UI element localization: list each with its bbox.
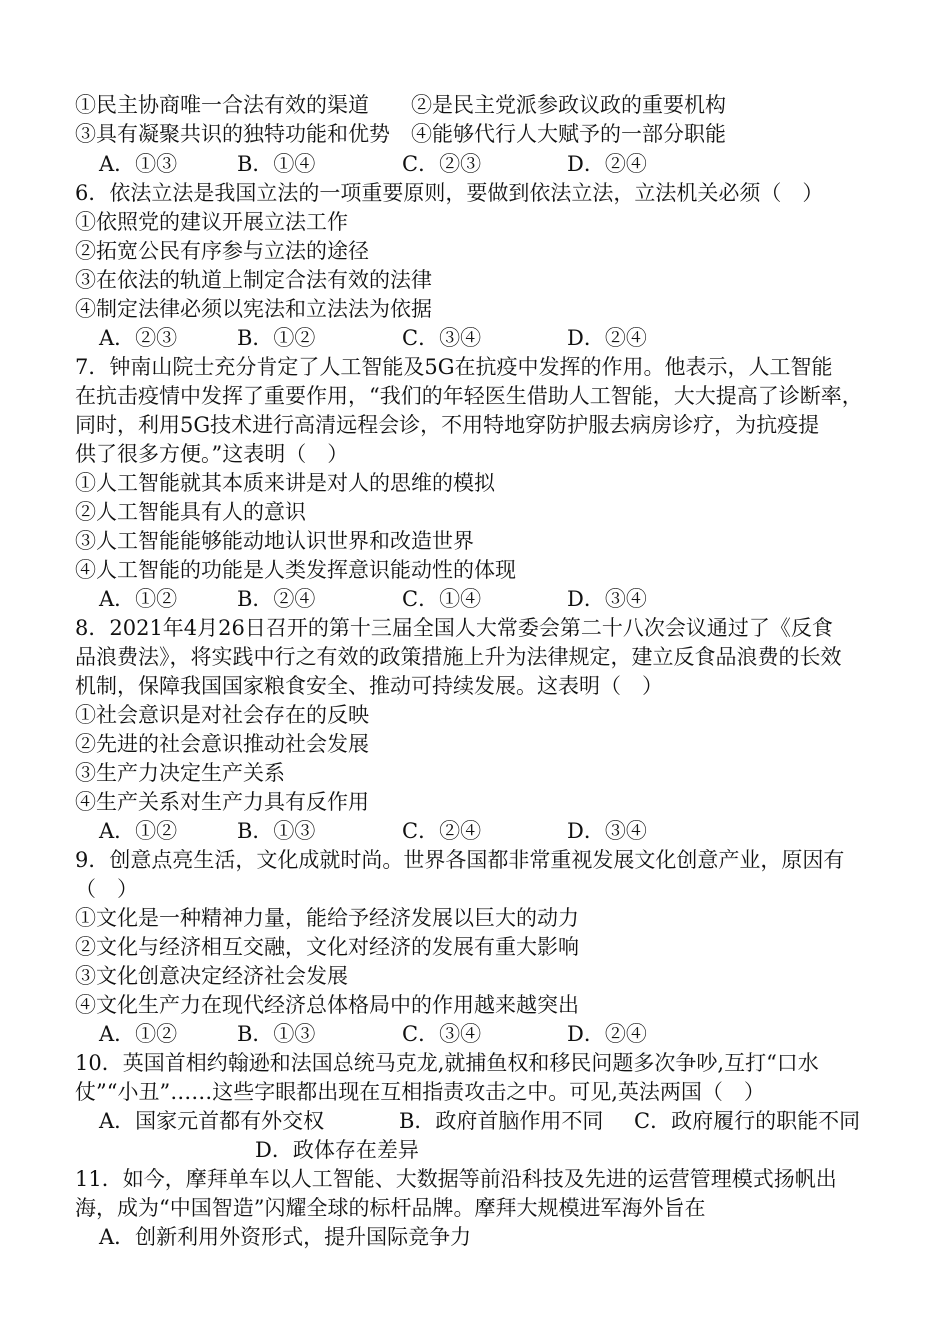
q7-option-d[interactable]: D．③④ bbox=[567, 587, 647, 611]
q8-item-2: ②先进的社会意识推动社会发展 bbox=[75, 732, 369, 756]
q7-item-4: ④人工智能的功能是人类发挥意识能动性的体现 bbox=[75, 558, 516, 582]
q7-option-c[interactable]: C．①④ bbox=[402, 587, 482, 611]
q7-options bbox=[99, 585, 899, 614]
q6-options bbox=[99, 324, 899, 353]
q11-options bbox=[99, 1223, 899, 1252]
q9-item-1: ①文化是一种精神力量，能给予经济发展以巨大的动力 bbox=[75, 906, 579, 930]
q5-option-b[interactable]: B．①④ bbox=[237, 152, 316, 176]
q7-item-2: ②人工智能具有人的意识 bbox=[75, 500, 306, 524]
q8-option-c[interactable]: C．②④ bbox=[402, 819, 482, 843]
q7-stem-line-4: 供了很多方便。”这表明（ ） bbox=[75, 442, 349, 466]
q8-item-4: ④生产关系对生产力具有反作用 bbox=[75, 790, 369, 814]
q9-stem-line-2: （ ） bbox=[75, 877, 138, 901]
q10-stem-line-1: 10．英国首相约翰逊和法国总统马克龙,就捕鱼权和移民问题多次争吵,互打“口水 bbox=[75, 1051, 819, 1075]
q8-stem-line-2: 品浪费法》，将实践中行之有效的政策措施上升为法律规定，建立反食品浪费的长效 bbox=[75, 645, 842, 669]
q10-option-a[interactable]: A．国家元首都有外交权 bbox=[99, 1109, 325, 1133]
q6-item-3: ③在依法的轨道上制定合法有效的法律 bbox=[75, 268, 432, 292]
q10-option-c[interactable]: C．政府履行的职能不同 bbox=[634, 1109, 861, 1133]
q7-option-b[interactable]: B．②④ bbox=[237, 587, 316, 611]
q9-stem-line-1: 9．创意点亮生活，文化成就时尚。世界各国都非常重视发展文化创意产业，原因有 bbox=[75, 848, 845, 872]
q5-item-line-1: ①民主协商唯一合法有效的渠道 ②是民主党派参政议政的重要机构 bbox=[75, 93, 726, 117]
q10-options-row-1 bbox=[99, 1107, 899, 1136]
q9-option-d[interactable]: D．②④ bbox=[567, 1022, 647, 1046]
q6-option-a[interactable]: A．②③ bbox=[99, 326, 178, 350]
q6-option-d[interactable]: D．②④ bbox=[567, 326, 647, 350]
q7-option-a[interactable]: A．①② bbox=[99, 587, 178, 611]
q6-item-2: ②拓宽公民有序参与立法的途径 bbox=[75, 239, 369, 263]
q10-option-d[interactable]: D．政体存在差异 bbox=[255, 1138, 419, 1162]
q11-stem-line-1: 11．如今，摩拜单车以人工智能、大数据等前沿科技及先进的运营管理模式扬帆出 bbox=[75, 1167, 837, 1191]
q10-option-b[interactable]: B．政府首脑作用不同 bbox=[399, 1109, 604, 1133]
q7-stem-line-3: 同时，利用5G技术进行高清远程会诊，不用特地穿防护服去病房诊疗，为抗疫提 bbox=[75, 413, 820, 437]
q6-item-1: ①依照党的建议开展立法工作 bbox=[75, 210, 348, 234]
q5-option-d[interactable]: D．②④ bbox=[567, 152, 647, 176]
q8-option-b[interactable]: B．①③ bbox=[237, 819, 316, 843]
q6-option-b[interactable]: B．①② bbox=[237, 326, 316, 350]
q5-option-a[interactable]: A．①③ bbox=[99, 152, 178, 176]
q8-item-1: ①社会意识是对社会存在的反映 bbox=[75, 703, 369, 727]
q7-item-3: ③人工智能能够能动地认识世界和改造世界 bbox=[75, 529, 474, 553]
q7-stem-line-1: 7．钟南山院士充分肯定了人工智能及5G在抗疫中发挥的作用。他表示，人工智能 bbox=[75, 355, 833, 379]
q9-item-2: ②文化与经济相互交融，文化对经济的发展有重大影响 bbox=[75, 935, 579, 959]
q6-item-4: ④制定法律必须以宪法和立法法为依据 bbox=[75, 297, 432, 321]
q11-option-a[interactable]: A．创新利用外资形式，提升国际竞争力 bbox=[99, 1225, 472, 1249]
q10-options-row-2 bbox=[255, 1136, 655, 1165]
q9-option-a[interactable]: A．①② bbox=[99, 1022, 178, 1046]
q5-option-c[interactable]: C．②③ bbox=[402, 152, 482, 176]
q8-stem-line-3: 机制，保障我国国家粮食安全、推动可持续发展。这表明（ ） bbox=[75, 674, 663, 698]
q9-option-c[interactable]: C．③④ bbox=[402, 1022, 482, 1046]
q8-item-3: ③生产力决定生产关系 bbox=[75, 761, 285, 785]
q5-options bbox=[99, 150, 899, 179]
q5-item-line-2: ③具有凝聚共识的独特功能和优势 ④能够代行人大赋予的一部分职能 bbox=[75, 122, 726, 146]
q6-option-c[interactable]: C．③④ bbox=[402, 326, 482, 350]
q8-options bbox=[99, 817, 899, 846]
q8-option-a[interactable]: A．①② bbox=[99, 819, 178, 843]
q8-stem-line-1: 8．2021年4月26日召开的第十三届全国人大常委会第二十八次会议通过了《反食 bbox=[75, 616, 833, 640]
q7-stem-line-2: 在抗击疫情中发挥了重要作用，“我们的年轻医生借助人工智能，大大提高了诊断率， bbox=[75, 384, 863, 408]
q6-stem: 6．依法立法是我国立法的一项重要原则，要做到依法立法，立法机关必须（ ） bbox=[75, 181, 824, 205]
q9-item-3: ③文化创意决定经济社会发展 bbox=[75, 964, 348, 988]
q9-item-4: ④文化生产力在现代经济总体格局中的作用越来越突出 bbox=[75, 993, 579, 1017]
q7-item-1: ①人工智能就其本质来讲是对人的思维的模拟 bbox=[75, 471, 495, 495]
q9-option-b[interactable]: B．①③ bbox=[237, 1022, 316, 1046]
q9-options bbox=[99, 1020, 899, 1049]
q11-stem-line-2: 海，成为“中国智造”闪耀全球的标杆品牌。摩拜大规模进军海外旨在 bbox=[75, 1196, 706, 1220]
q10-stem-line-2: 仗”“小丑”……这些字眼都出现在互相指责攻击之中。可见,英法两国（ ） bbox=[75, 1080, 765, 1104]
q8-option-d[interactable]: D．③④ bbox=[567, 819, 647, 843]
